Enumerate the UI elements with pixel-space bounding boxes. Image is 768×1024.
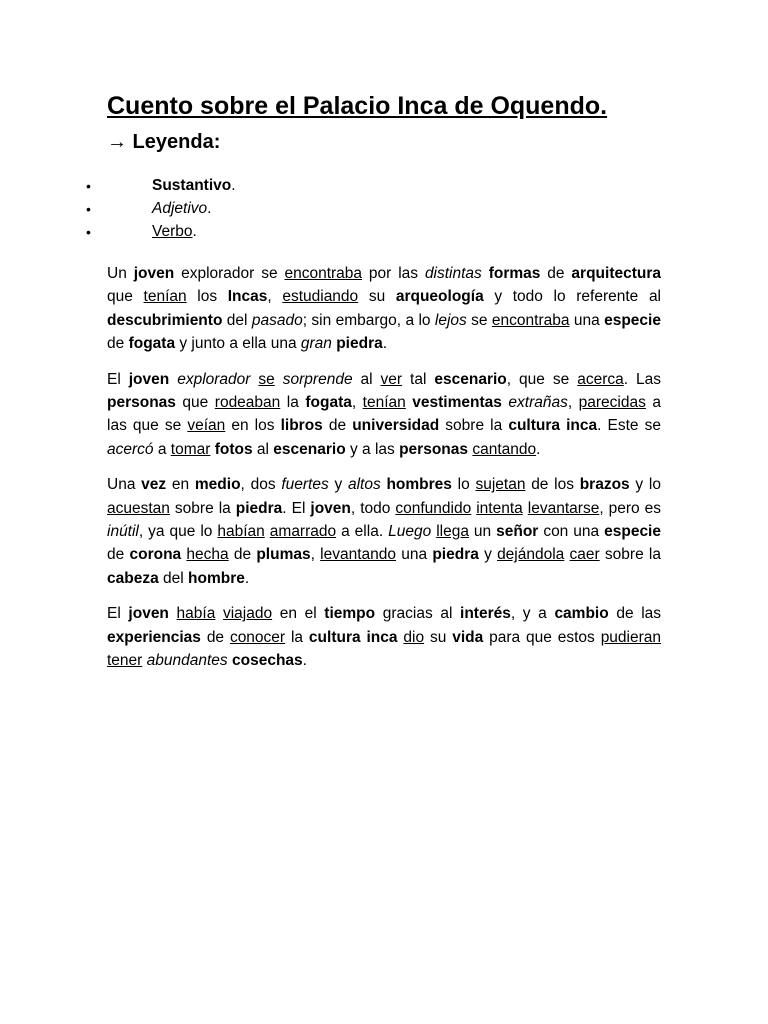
noun-word: vida	[452, 628, 484, 646]
text-run: , todo	[350, 499, 396, 517]
text-run: de	[228, 546, 257, 564]
story-paragraph	[107, 368, 661, 462]
text-run: que	[175, 394, 215, 412]
text-run: , dos	[240, 476, 282, 494]
text-run	[169, 371, 177, 388]
verb-word: ver	[380, 370, 403, 388]
verb-word: parecidas	[578, 394, 646, 412]
text-run: de	[540, 265, 572, 282]
text-run: que	[107, 288, 144, 306]
text-run: y junto a ella una	[175, 335, 301, 353]
text-run: en el	[272, 605, 325, 623]
text-run: , pero es	[599, 499, 662, 517]
text-run: a	[153, 440, 171, 458]
noun-word: universidad	[352, 417, 440, 435]
noun-word: especie	[604, 311, 661, 329]
story-paragraph	[107, 262, 661, 356]
text-run: los	[186, 288, 228, 306]
noun-word: personas	[107, 394, 176, 412]
text-run: al	[252, 440, 274, 458]
noun-word: joven	[128, 370, 170, 388]
noun-word: cambio	[554, 605, 609, 623]
text-run: de los	[525, 476, 580, 494]
text-run: . El	[282, 499, 311, 517]
text-run: de las	[608, 605, 662, 623]
legend-item: • Sustantivo.	[0, 175, 768, 198]
page-title: Cuento sobre el Palacio Inca de Oquendo.	[107, 92, 608, 120]
text-run: un	[468, 523, 497, 541]
text-run	[169, 605, 177, 622]
bullet-icon: •	[86, 224, 91, 240]
text-run: a ella.	[336, 523, 389, 541]
noun-word: arqueología	[395, 288, 484, 306]
verb-word: levantando	[320, 546, 396, 564]
text-run: . Las	[623, 370, 661, 388]
adjective-word: extrañas	[508, 394, 568, 412]
noun-word: cosechas	[232, 652, 303, 670]
noun-word: piedra	[432, 546, 479, 564]
verb-word: tenían	[362, 394, 406, 412]
verb-word: estudiando	[282, 288, 359, 306]
noun-word: cabeza	[107, 569, 159, 587]
text-run: en	[166, 476, 195, 494]
noun-word: cultura inca	[508, 417, 598, 435]
verb-word: tenían	[143, 288, 187, 306]
verb-word: tomar	[170, 440, 211, 458]
text-run: ,	[310, 546, 321, 564]
text-run: una	[569, 311, 605, 329]
verb-word: encontraba	[284, 265, 363, 282]
noun-word: vez	[141, 476, 167, 494]
adjective-word: lejos	[434, 311, 467, 329]
text-run: Una	[107, 476, 142, 494]
adjective-word: fuertes	[281, 476, 329, 494]
verb-word: levantarse	[527, 499, 600, 517]
story-paragraph	[107, 473, 661, 590]
verb-word: amarrado	[269, 523, 337, 541]
adjective-word: pasado	[251, 311, 303, 329]
legend-heading: → Leyenda:	[107, 131, 221, 153]
adjective-word: altos	[347, 476, 381, 494]
text-run: sobre la	[169, 499, 236, 517]
text-run: explorador se	[174, 265, 285, 282]
noun-word: formas	[488, 265, 541, 282]
text-run: , ya que lo	[138, 523, 218, 541]
noun-word: personas	[399, 440, 469, 458]
text-run: y a las	[345, 440, 400, 458]
text-run: a las que se	[107, 394, 661, 435]
legend-label-adjective: Adjetivo	[152, 200, 208, 217]
text-run: de	[107, 335, 129, 353]
adjective-word: gran	[300, 335, 332, 353]
noun-word: arquitectura	[571, 265, 662, 282]
text-run: ,	[267, 288, 283, 306]
text-run: y	[328, 476, 348, 494]
noun-word: joven	[310, 499, 351, 517]
noun-word: experiencias	[107, 628, 201, 646]
text-run: al	[352, 370, 381, 388]
noun-word: vestimentas	[412, 394, 502, 412]
noun-word: tiempo	[324, 605, 376, 623]
text-run: en los	[225, 417, 281, 435]
text-run: El	[107, 605, 129, 623]
noun-word: fogata	[305, 394, 352, 412]
noun-word: medio	[194, 476, 241, 494]
noun-word: interés	[460, 605, 511, 623]
text-run: la	[280, 394, 306, 412]
verb-word: acuestan	[107, 499, 170, 517]
legend-label-verb: Verbo	[152, 223, 193, 240]
noun-word: escenario	[273, 440, 346, 458]
text-run: del	[222, 311, 252, 329]
text-run: ,	[567, 394, 579, 412]
adjective-word: acercó	[107, 440, 154, 458]
text-run: , que se	[506, 370, 578, 388]
text-run: se	[466, 311, 492, 329]
verb-word: caer	[569, 546, 600, 564]
text-run: Un	[107, 265, 134, 282]
text-run: sobre la	[599, 546, 661, 564]
noun-word: fogata	[128, 335, 176, 353]
noun-word: libros	[280, 417, 323, 435]
verb-word: sujetan	[475, 476, 526, 494]
noun-word: hombre	[188, 569, 245, 587]
text-run: .	[382, 335, 388, 353]
legend-item: • Adjetivo.	[0, 198, 768, 221]
text-run: una	[396, 546, 433, 564]
noun-word: joven	[128, 605, 169, 623]
noun-word: piedra	[235, 499, 283, 517]
text-run: y todo lo referente al	[483, 288, 662, 306]
noun-word: brazos	[579, 476, 630, 494]
text-run: .	[302, 652, 307, 670]
text-run: para que estos	[483, 628, 601, 646]
verb-word: intenta	[476, 499, 523, 517]
noun-word: plumas	[256, 546, 311, 564]
verb-word: acerca	[577, 370, 624, 388]
verb-word: conocer	[229, 628, 286, 646]
verb-word: pudieran	[600, 628, 662, 646]
bullet-icon: •	[86, 178, 91, 194]
text-run	[215, 605, 223, 622]
verb-word: hecha	[186, 546, 229, 564]
text-run: su	[358, 288, 396, 306]
verb-word: rodeaban	[214, 394, 281, 412]
noun-word: especie	[604, 523, 661, 541]
adjective-word: inútil	[107, 523, 139, 541]
noun-word: corona	[129, 546, 182, 564]
noun-word: descubrimiento	[107, 311, 223, 329]
noun-word: joven	[133, 265, 175, 282]
text-run: la	[285, 628, 309, 646]
adjective-word: sorprende	[282, 370, 353, 388]
text-run: del	[158, 569, 189, 587]
noun-word: piedra	[336, 335, 383, 353]
adjective-word: Luego	[388, 523, 432, 541]
text-run: El	[107, 370, 129, 388]
noun-word: escenario	[434, 370, 507, 388]
verb-word: habían	[217, 523, 265, 541]
story-body	[107, 262, 661, 685]
verb-word: llega	[436, 523, 469, 541]
text-run	[275, 371, 283, 388]
text-run: su	[424, 628, 453, 646]
text-run: gracias al	[375, 605, 461, 623]
adjective-word: abundantes	[146, 652, 228, 670]
verb-word: cantando	[472, 440, 537, 458]
verb-word: viajado	[222, 605, 273, 623]
text-run: con una	[538, 523, 605, 541]
text-run: de	[322, 417, 353, 435]
text-run: lo	[451, 476, 476, 494]
verb-word: dio	[403, 628, 425, 646]
text-run: por las	[362, 265, 425, 282]
verb-word: encontraba	[491, 311, 570, 329]
text-run: y lo	[629, 476, 661, 494]
verb-word: dejándola	[497, 546, 565, 564]
adjective-word: distintas	[424, 265, 482, 282]
bullet-icon: •	[86, 201, 91, 217]
adjective-word: explorador	[177, 370, 251, 388]
story-paragraph	[107, 602, 661, 672]
noun-word: Incas	[227, 288, 268, 306]
legend-list	[0, 175, 768, 244]
text-run: .	[536, 440, 541, 458]
verb-word: tener	[107, 652, 143, 670]
text-run: ,	[351, 394, 363, 412]
text-run: . Este se	[597, 417, 662, 435]
legend-label-noun: Sustantivo	[152, 177, 232, 194]
verb-word: veían	[187, 417, 226, 435]
text-run: ; sin embargo, a lo	[302, 311, 435, 329]
verb-word: confundido	[395, 499, 472, 517]
noun-word: fotos	[214, 440, 253, 458]
noun-word: hombres	[386, 476, 452, 494]
noun-word: cultura inca	[308, 628, 398, 646]
text-run: de	[107, 546, 130, 564]
text-run: tal	[402, 370, 435, 388]
noun-word: señor	[496, 523, 539, 541]
text-run: .	[244, 569, 250, 587]
text-run: y	[478, 546, 498, 564]
text-run	[482, 265, 489, 282]
verb-word: se	[258, 370, 275, 388]
text-run: , y a	[510, 605, 555, 623]
legend-item: • Verbo.	[0, 221, 768, 244]
text-run: de	[200, 628, 230, 646]
verb-word: había	[176, 605, 216, 623]
text-run: sobre la	[439, 417, 509, 435]
